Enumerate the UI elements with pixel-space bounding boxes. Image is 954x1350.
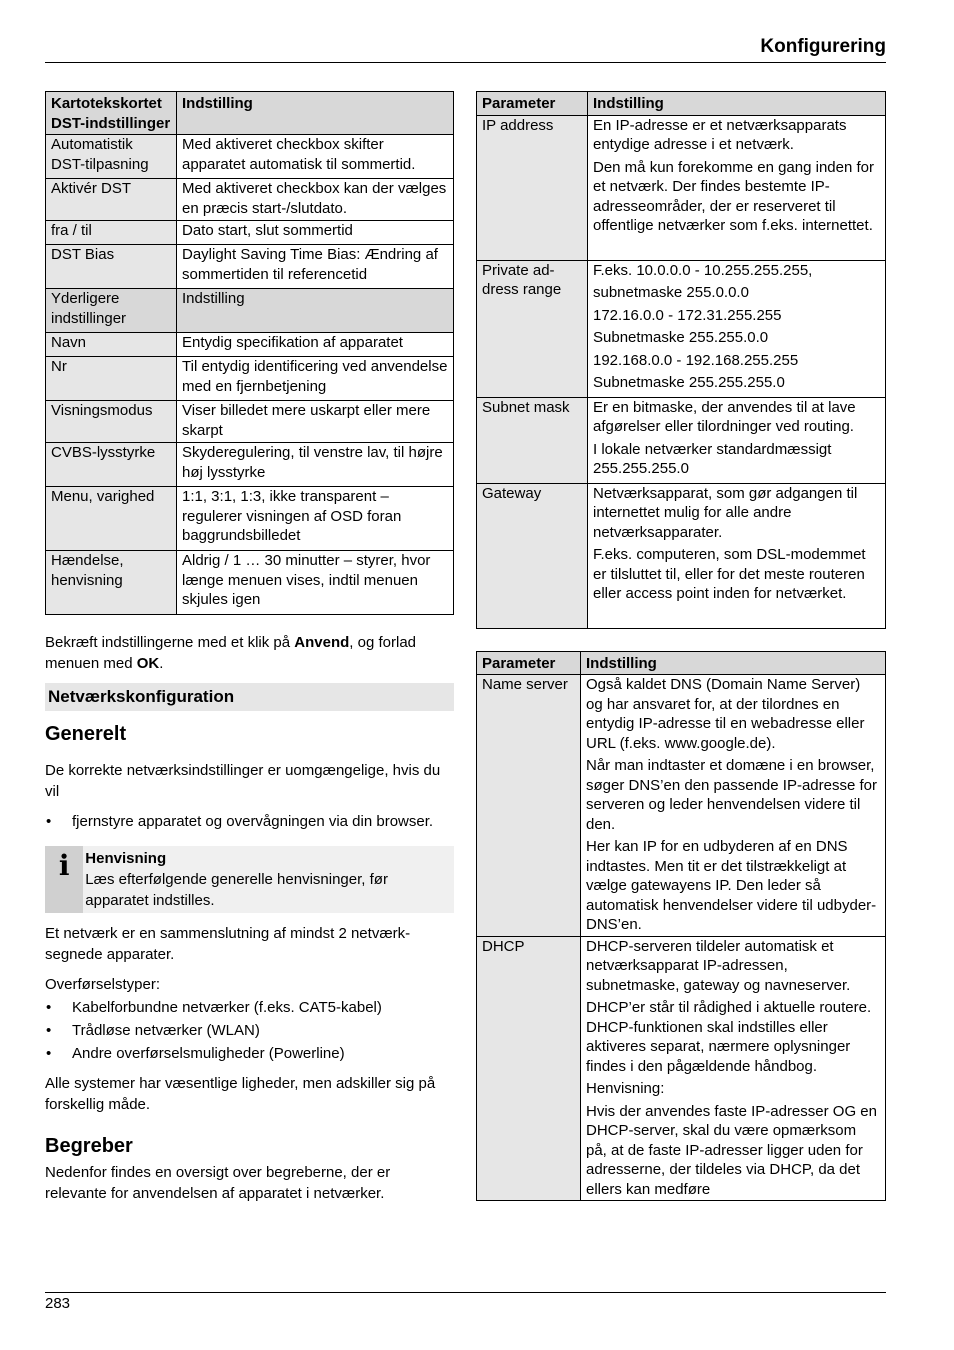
- generelt-list: [45, 811, 454, 832]
- right-column: [476, 91, 886, 1201]
- table-subheader-cell: Indstilling: [177, 289, 454, 333]
- notice-text: Læs efterfølgende generelle henvisninger, før apparatet indstilles.: [85, 871, 388, 909]
- table-header-cell: Kartotekskortet DST-indstillinger: [46, 92, 177, 135]
- list-item: • Andre overførselsmuligheder (Powerline): [45, 1043, 454, 1064]
- section-title: Netværkskonfiguration: [45, 683, 454, 711]
- table-value-cell: Er en bitmaske, der anvendes til at lave afgørelser eller tilordninger ved routing. I lokale netværker standardmæssigt 255.255.255.0: [588, 397, 886, 483]
- table-key-cell: DST Bias: [46, 245, 177, 289]
- confirm-instruction: Bekræft indstillingerne med et klik på Anvend, og forlad menuen med OK.: [45, 634, 417, 672]
- table-subheader-cell: Yderligere indstillinger: [46, 289, 177, 333]
- table-key-cell: Menu, varighed: [46, 487, 177, 551]
- table-key-cell: IP address: [477, 115, 588, 260]
- table-key-cell: Private ad-dress range: [477, 260, 588, 397]
- table-key-cell: Gateway: [477, 483, 588, 628]
- table-key-cell: Subnet mask: [477, 397, 588, 483]
- table-value-cell: Entydig specifikation af apparatet: [177, 333, 454, 357]
- types-list: [45, 997, 454, 1064]
- heading-generelt: Generelt: [45, 723, 127, 745]
- table-value-cell: Også kaldet DNS (Domain Name Server) og har ansvaret for, at der tilordnes en entydig IP-adresse til en webadresse eller URL (f.eks. www.google.de). Når man indtaster et domæne i en browser, søger DNS’en den passende IP-adresse for serveren og leder henvendelsen videre til den. Her kan IP for en udbyderen af en DNS indtastes. Men tit er det tilstrækkeligt at vælge gatewayens IP. Den leder så automatisk henvendelser videre til udbyder-DNS’en.: [581, 675, 886, 937]
- list-item: • fjernstyre apparatet og overvågningen via din browser.: [45, 811, 454, 832]
- notice-box: [45, 846, 454, 913]
- table-key-cell: DHCP: [477, 936, 581, 1201]
- network-definition: Et netværk er en sammenslutning af mindst 2 netværk-segnede apparater.: [45, 925, 411, 963]
- table-header-cell: Parameter: [477, 92, 588, 116]
- server-parameters-table: [476, 651, 886, 1202]
- list-item: • Kabelforbundne netværker (f.eks. CAT5-kabel): [45, 997, 454, 1018]
- table-header-cell: Indstilling: [581, 651, 886, 675]
- table-key-cell: Aktivér DST: [46, 179, 177, 221]
- table-value-cell: Med aktiveret checkbox kan der vælges en præcis start-/slutdato.: [177, 179, 454, 221]
- table-key-cell: Automatistik DST-tilpasning: [46, 135, 177, 179]
- notice-title: Henvisning: [85, 850, 167, 867]
- footer-rule: [45, 1292, 886, 1293]
- page-number: 283: [45, 1295, 71, 1312]
- table-header-cell: Parameter: [477, 651, 581, 675]
- table-value-cell: Dato start, slut sommertid: [177, 221, 454, 245]
- table-value-cell: Skyderegulering, til venstre lav, til højre høj lysstyrke: [177, 443, 454, 487]
- list-item: • Trådløse netværker (WLAN): [45, 1020, 454, 1041]
- table-key-cell: fra / til: [46, 221, 177, 245]
- table-key-cell: CVBS-lysstyrke: [46, 443, 177, 487]
- info-icon: i: [45, 846, 83, 913]
- types-label: Overførselstyper:: [45, 976, 161, 993]
- table-value-cell: Til entydig identificering ved anvendelse med en fjernbetjening: [177, 357, 454, 401]
- table-header-cell: Indstilling: [177, 92, 454, 135]
- network-parameters-table: [476, 91, 886, 629]
- table-header-cell: Indstilling: [588, 92, 886, 116]
- header-rule: [45, 62, 886, 63]
- table-value-cell: 1:1, 3:1, 1:3, ikke transparent – regulerer visningen af OSD foran baggrundsbilledet: [177, 487, 454, 551]
- dst-settings-table: [45, 91, 454, 615]
- begreber-text: Nedenfor findes en oversigt over begreberne, der er relevante for anvendelsen af apparatet i netværker.: [45, 1164, 391, 1202]
- generelt-intro: De korrekte netværksindstillinger er uomgængelige, hvis du vil: [45, 762, 441, 800]
- table-key-cell: Navn: [46, 333, 177, 357]
- left-column: [45, 91, 454, 1213]
- table-key-cell: Hændelse, henvisning: [46, 551, 177, 615]
- table-value-cell: Aldrig / 1 … 30 minutter – styrer, hvor længe menuen vises, indtil menuen skjules igen: [177, 551, 454, 615]
- table-value-cell: Viser billedet mere uskarpt eller mere skarpt: [177, 401, 454, 443]
- table-value-cell: F.eks. 10.0.0.0 - 10.255.255.255, subnetmaske 255.0.0.0 172.16.0.0 - 172.31.255.255 Subnetmaske 255.255.0.0 192.168.0.0 - 192.168.255.255 Subnetmaske 255.255.255.0: [588, 260, 886, 397]
- table-value-cell: Netværksapparat, som gør adgangen til internettet mulig for alle andre netværksapparater. F.eks. computeren, som DSL-modemmet er tilsluttet til, eller for det meste routeren eller access point inden for netværket.: [588, 483, 886, 628]
- table-value-cell: Daylight Saving Time Bias: Ændring af sommertiden til referencetid: [177, 245, 454, 289]
- table-value-cell: DHCP-serveren tildeler automatisk et netværksapparat IP-adressen, subnetmaske, gateway og navneserver. DHCP’er står til rådighed i aktuelle routere. DHCP-funktionen skal indstilles eller aktiveres separat, nærmere oplysninger findes i den pågældende håndbog. Henvisning: Hvis der anvendes faste IP-adresser OG en DHCP-server, skal du være opmærksom på, at de faste IP-adresser ligger uden for adresserne, der tildeles via DHCP, da det ellers kan medføre: [581, 936, 886, 1201]
- table-key-cell: Nr: [46, 357, 177, 401]
- systems-text: Alle systemer har væsentlige ligheder, men adskiller sig på forskellig måde.: [45, 1075, 436, 1113]
- table-key-cell: Name server: [477, 675, 581, 937]
- header-title: Konfigurering: [760, 36, 886, 57]
- table-value-cell: Med aktiveret checkbox skifter apparatet automatisk til sommertid.: [177, 135, 454, 179]
- heading-begreber: Begreber: [45, 1135, 133, 1157]
- table-value-cell: En IP-adresse er et netværksapparats entydige adresse i et netværk. Den må kun forekomme en gang inden for et netværk. Der findes bestemte IP-adresseområder, der er reserveret til offentlige netværker som f.eks. internettet.: [588, 115, 886, 260]
- table-key-cell: Visningsmodus: [46, 401, 177, 443]
